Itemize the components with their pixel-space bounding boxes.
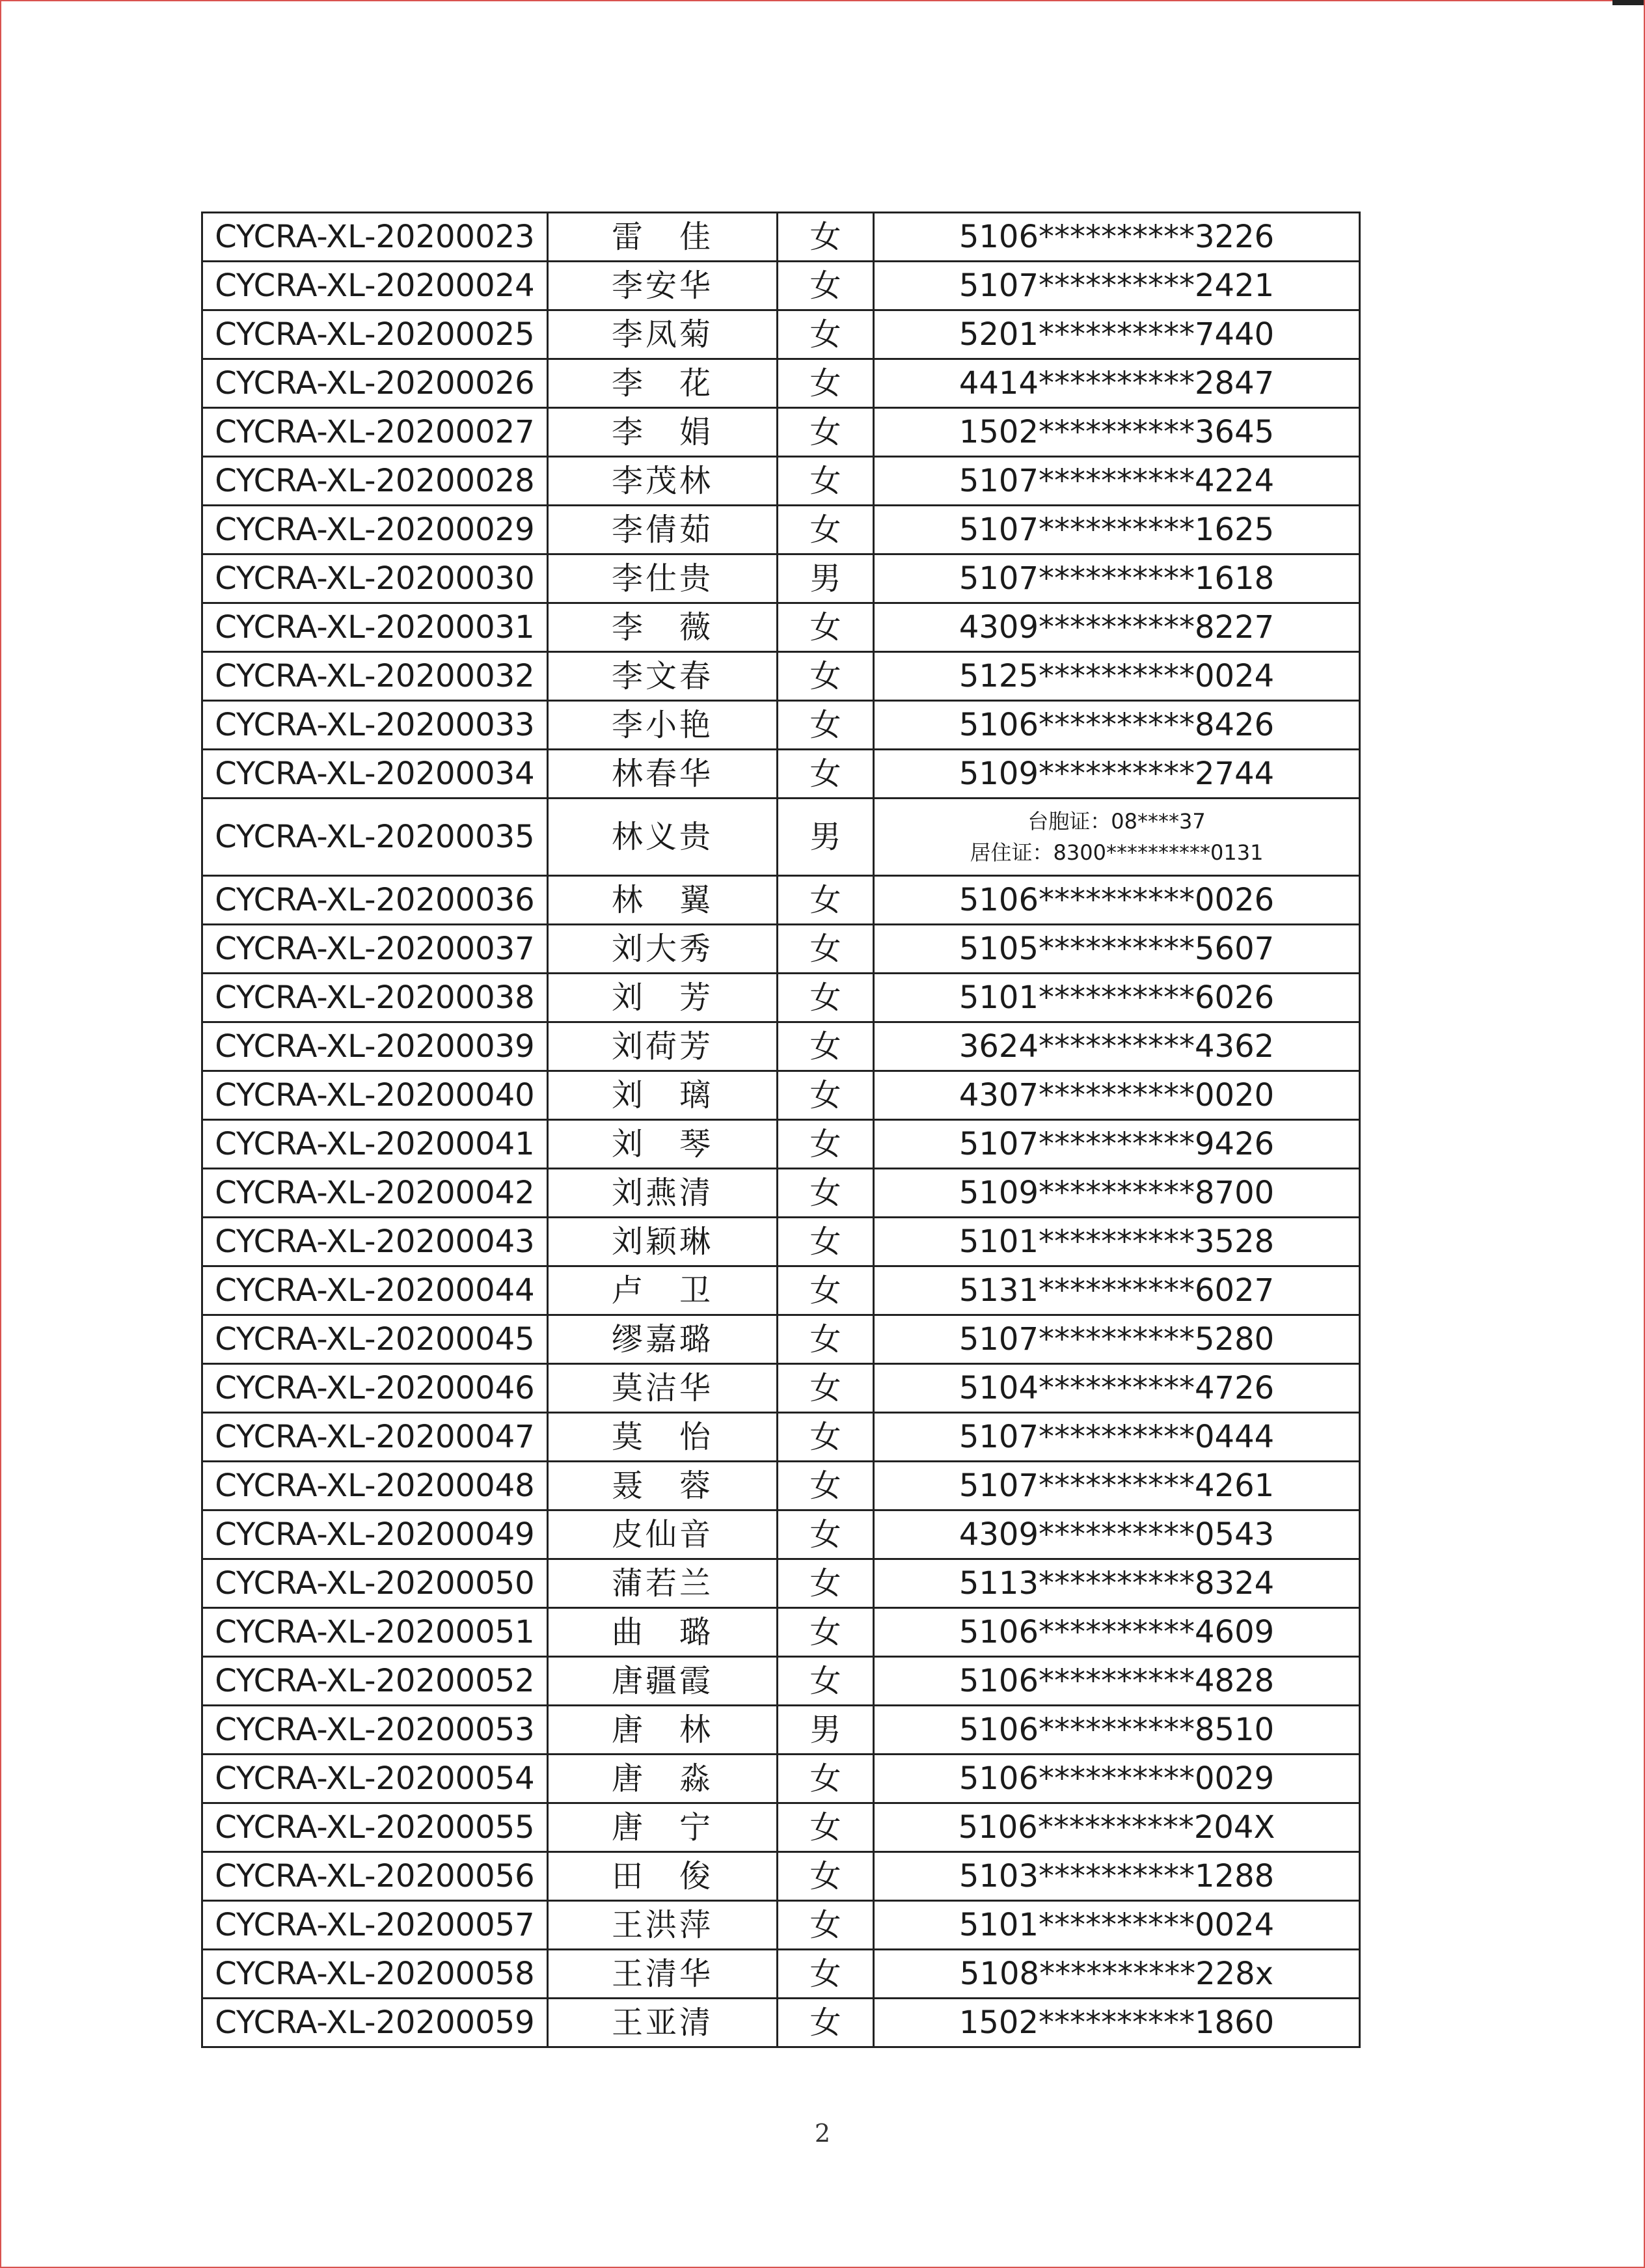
id-number-cell: 5106**********3226 — [874, 213, 1360, 262]
table-row — [202, 974, 1360, 1022]
member-id-cell: CYCRA-XL-20200051 — [202, 1608, 548, 1657]
gender-cell: 女 — [778, 1999, 874, 2047]
member-id-cell: CYCRA-XL-20200037 — [202, 925, 548, 974]
name-cell: 莫洁华 — [548, 1364, 778, 1413]
id-number-line: 台胞证：08****37 — [1027, 809, 1206, 834]
name-cell: 刘颖琳 — [548, 1218, 778, 1266]
member-id-cell: CYCRA-XL-20200046 — [202, 1364, 548, 1413]
id-number-cell: 5106**********0029 — [874, 1755, 1360, 1803]
name-cell: 刘荷芳 — [548, 1022, 778, 1071]
table-row — [202, 603, 1360, 652]
id-number-cell: 4309**********8227 — [874, 603, 1360, 652]
table-row — [202, 1120, 1360, 1169]
name-cell: 王亚清 — [548, 1999, 778, 2047]
member-id-cell: CYCRA-XL-20200023 — [202, 213, 548, 262]
gender-cell: 女 — [778, 262, 874, 310]
gender-cell: 女 — [778, 1510, 874, 1559]
gender-cell: 女 — [778, 1071, 874, 1120]
name-cell: 蒲若兰 — [548, 1559, 778, 1608]
name-cell: 李凤菊 — [548, 310, 778, 359]
gender-cell: 女 — [778, 457, 874, 506]
table-row — [202, 1755, 1360, 1803]
member-id-cell: CYCRA-XL-20200033 — [202, 701, 548, 750]
name-cell: 李 薇 — [548, 603, 778, 652]
table-row — [202, 457, 1360, 506]
table-row — [202, 359, 1360, 408]
id-number-cell: 5107**********2421 — [874, 262, 1360, 310]
id-number-cell: 1502**********3645 — [874, 408, 1360, 457]
id-number-cell: 5201**********7440 — [874, 310, 1360, 359]
table-row — [202, 554, 1360, 603]
table-row — [202, 1071, 1360, 1120]
member-id-cell: CYCRA-XL-20200028 — [202, 457, 548, 506]
table-row — [202, 1999, 1360, 2047]
gender-cell: 女 — [778, 1218, 874, 1266]
scan-corner-mark — [1612, 0, 1644, 5]
gender-cell: 女 — [778, 1315, 874, 1364]
table-row — [202, 750, 1360, 799]
gender-cell: 女 — [778, 506, 874, 554]
member-id-cell: CYCRA-XL-20200042 — [202, 1169, 548, 1218]
member-id-cell: CYCRA-XL-20200059 — [202, 1999, 548, 2047]
id-number-cell: 5103**********1288 — [874, 1852, 1360, 1901]
gender-cell: 女 — [778, 1852, 874, 1901]
id-number-cell: 5106**********4609 — [874, 1608, 1360, 1657]
id-number-cell: 5106**********4828 — [874, 1657, 1360, 1706]
table-row — [202, 1657, 1360, 1706]
id-number-cell — [874, 799, 1360, 876]
table-row — [202, 876, 1360, 925]
id-number-cell: 5105**********5607 — [874, 925, 1360, 974]
name-cell: 李仕贵 — [548, 554, 778, 603]
table-row — [202, 408, 1360, 457]
gender-cell: 男 — [778, 554, 874, 603]
table-row — [202, 1706, 1360, 1755]
table-row — [202, 799, 1360, 876]
gender-cell: 女 — [778, 408, 874, 457]
member-id-cell: CYCRA-XL-20200036 — [202, 876, 548, 925]
id-number-cell: 5107**********5280 — [874, 1315, 1360, 1364]
gender-cell: 女 — [778, 1364, 874, 1413]
table-row — [202, 1462, 1360, 1510]
name-cell: 李 娟 — [548, 408, 778, 457]
gender-cell: 女 — [778, 1803, 874, 1852]
id-number-cell: 5104**********4726 — [874, 1364, 1360, 1413]
name-cell: 刘大秀 — [548, 925, 778, 974]
table-row — [202, 1266, 1360, 1315]
id-number-cell: 5109**********8700 — [874, 1169, 1360, 1218]
member-id-cell: CYCRA-XL-20200054 — [202, 1755, 548, 1803]
member-id-cell: CYCRA-XL-20200034 — [202, 750, 548, 799]
member-id-cell: CYCRA-XL-20200040 — [202, 1071, 548, 1120]
member-id-cell: CYCRA-XL-20200038 — [202, 974, 548, 1022]
gender-cell: 女 — [778, 1901, 874, 1950]
id-number-cell: 5101**********0024 — [874, 1901, 1360, 1950]
id-number-cell: 5107**********4224 — [874, 457, 1360, 506]
name-cell: 皮仙音 — [548, 1510, 778, 1559]
name-cell: 缪嘉璐 — [548, 1315, 778, 1364]
roster-table-body — [202, 213, 1360, 2047]
gender-cell: 女 — [778, 652, 874, 701]
member-id-cell: CYCRA-XL-20200048 — [202, 1462, 548, 1510]
gender-cell: 女 — [778, 876, 874, 925]
gender-cell: 女 — [778, 359, 874, 408]
member-id-cell: CYCRA-XL-20200032 — [202, 652, 548, 701]
member-id-cell: CYCRA-XL-20200058 — [202, 1950, 548, 1999]
gender-cell: 女 — [778, 213, 874, 262]
name-cell: 李茂林 — [548, 457, 778, 506]
id-number-cell: 5106**********8510 — [874, 1706, 1360, 1755]
id-number-cell: 5107**********9426 — [874, 1120, 1360, 1169]
gender-cell: 女 — [778, 1657, 874, 1706]
member-id-cell: CYCRA-XL-20200041 — [202, 1120, 548, 1169]
id-number-cell: 5106**********0026 — [874, 876, 1360, 925]
id-number-cell: 4307**********0020 — [874, 1071, 1360, 1120]
gender-cell: 女 — [778, 1120, 874, 1169]
member-id-cell: CYCRA-XL-20200044 — [202, 1266, 548, 1315]
table-row — [202, 1901, 1360, 1950]
gender-cell: 女 — [778, 701, 874, 750]
member-id-cell: CYCRA-XL-20200035 — [202, 799, 548, 876]
gender-cell: 女 — [778, 1266, 874, 1315]
member-id-cell: CYCRA-XL-20200052 — [202, 1657, 548, 1706]
name-cell: 刘 琴 — [548, 1120, 778, 1169]
table-row — [202, 925, 1360, 974]
table-row — [202, 1608, 1360, 1657]
roster-table — [201, 212, 1361, 2048]
id-number-cell: 1502**********1860 — [874, 1999, 1360, 2047]
table-row — [202, 1169, 1360, 1218]
id-number-cell: 5101**********6026 — [874, 974, 1360, 1022]
id-number-cell: 5109**********2744 — [874, 750, 1360, 799]
member-id-cell: CYCRA-XL-20200026 — [202, 359, 548, 408]
name-cell: 刘 璃 — [548, 1071, 778, 1120]
id-number-cell: 5101**********3528 — [874, 1218, 1360, 1266]
gender-cell: 女 — [778, 1608, 874, 1657]
table-row — [202, 506, 1360, 554]
name-cell: 林春华 — [548, 750, 778, 799]
name-cell: 唐 宁 — [548, 1803, 778, 1852]
name-cell: 雷 佳 — [548, 213, 778, 262]
table-row — [202, 1559, 1360, 1608]
id-number-line: 居住证：8300**********0131 — [970, 840, 1264, 865]
table-row — [202, 701, 1360, 750]
gender-cell: 女 — [778, 603, 874, 652]
name-cell: 李小艳 — [548, 701, 778, 750]
gender-cell: 女 — [778, 1413, 874, 1462]
id-number-cell: 5108**********228x — [874, 1950, 1360, 1999]
member-id-cell: CYCRA-XL-20200030 — [202, 554, 548, 603]
table-row — [202, 1803, 1360, 1852]
name-cell: 唐疆霞 — [548, 1657, 778, 1706]
name-cell: 王洪萍 — [548, 1901, 778, 1950]
id-number-cell: 5107**********0444 — [874, 1413, 1360, 1462]
member-id-cell: CYCRA-XL-20200056 — [202, 1852, 548, 1901]
name-cell: 李安华 — [548, 262, 778, 310]
gender-cell: 男 — [778, 799, 874, 876]
name-cell: 聂 蓉 — [548, 1462, 778, 1510]
name-cell: 林 翼 — [548, 876, 778, 925]
member-id-cell: CYCRA-XL-20200025 — [202, 310, 548, 359]
name-cell: 李 花 — [548, 359, 778, 408]
id-number-cell: 5107**********1618 — [874, 554, 1360, 603]
gender-cell: 女 — [778, 1169, 874, 1218]
id-number-cell: 5125**********0024 — [874, 652, 1360, 701]
id-number-cell: 5107**********4261 — [874, 1462, 1360, 1510]
member-id-cell: CYCRA-XL-20200049 — [202, 1510, 548, 1559]
id-number-cell: 3624**********4362 — [874, 1022, 1360, 1071]
gender-cell: 女 — [778, 1950, 874, 1999]
name-cell: 莫 怡 — [548, 1413, 778, 1462]
table-row — [202, 213, 1360, 262]
member-id-cell: CYCRA-XL-20200055 — [202, 1803, 548, 1852]
name-cell: 卢 卫 — [548, 1266, 778, 1315]
name-cell: 刘燕清 — [548, 1169, 778, 1218]
table-row — [202, 262, 1360, 310]
table-row — [202, 1022, 1360, 1071]
table-row — [202, 652, 1360, 701]
page-number: 2 — [814, 2119, 831, 2148]
id-number-cell: 5107**********1625 — [874, 506, 1360, 554]
member-id-cell: CYCRA-XL-20200053 — [202, 1706, 548, 1755]
table-row — [202, 1315, 1360, 1364]
gender-cell: 女 — [778, 1559, 874, 1608]
gender-cell: 女 — [778, 925, 874, 974]
name-cell: 林义贵 — [548, 799, 778, 876]
id-number-cell: 5131**********6027 — [874, 1266, 1360, 1315]
gender-cell: 女 — [778, 1755, 874, 1803]
name-cell: 李文春 — [548, 652, 778, 701]
member-id-cell: CYCRA-XL-20200045 — [202, 1315, 548, 1364]
gender-cell: 女 — [778, 310, 874, 359]
table-row — [202, 310, 1360, 359]
id-number-cell: 4414**********2847 — [874, 359, 1360, 408]
member-id-cell: CYCRA-XL-20200024 — [202, 262, 548, 310]
table-row — [202, 1950, 1360, 1999]
id-number-cell: 5106**********8426 — [874, 701, 1360, 750]
member-id-cell: CYCRA-XL-20200031 — [202, 603, 548, 652]
name-cell: 刘 芳 — [548, 974, 778, 1022]
member-id-cell: CYCRA-XL-20200039 — [202, 1022, 548, 1071]
name-cell: 李倩茹 — [548, 506, 778, 554]
name-cell: 王清华 — [548, 1950, 778, 1999]
member-id-cell: CYCRA-XL-20200047 — [202, 1413, 548, 1462]
id-number-cell: 4309**********0543 — [874, 1510, 1360, 1559]
name-cell: 唐 林 — [548, 1706, 778, 1755]
gender-cell: 女 — [778, 974, 874, 1022]
member-id-cell: CYCRA-XL-20200043 — [202, 1218, 548, 1266]
gender-cell: 女 — [778, 750, 874, 799]
name-cell: 曲 璐 — [548, 1608, 778, 1657]
name-cell: 唐 淼 — [548, 1755, 778, 1803]
table-row — [202, 1218, 1360, 1266]
table-row — [202, 1852, 1360, 1901]
member-id-cell: CYCRA-XL-20200057 — [202, 1901, 548, 1950]
table-row — [202, 1364, 1360, 1413]
gender-cell: 女 — [778, 1462, 874, 1510]
member-id-cell: CYCRA-XL-20200027 — [202, 408, 548, 457]
name-cell: 田 俊 — [548, 1852, 778, 1901]
gender-cell: 男 — [778, 1706, 874, 1755]
id-number-cell: 5113**********8324 — [874, 1559, 1360, 1608]
gender-cell: 女 — [778, 1022, 874, 1071]
member-id-cell: CYCRA-XL-20200029 — [202, 506, 548, 554]
table-row — [202, 1510, 1360, 1559]
member-id-cell: CYCRA-XL-20200050 — [202, 1559, 548, 1608]
id-number-cell: 5106**********204X — [874, 1803, 1360, 1852]
table-row — [202, 1413, 1360, 1462]
